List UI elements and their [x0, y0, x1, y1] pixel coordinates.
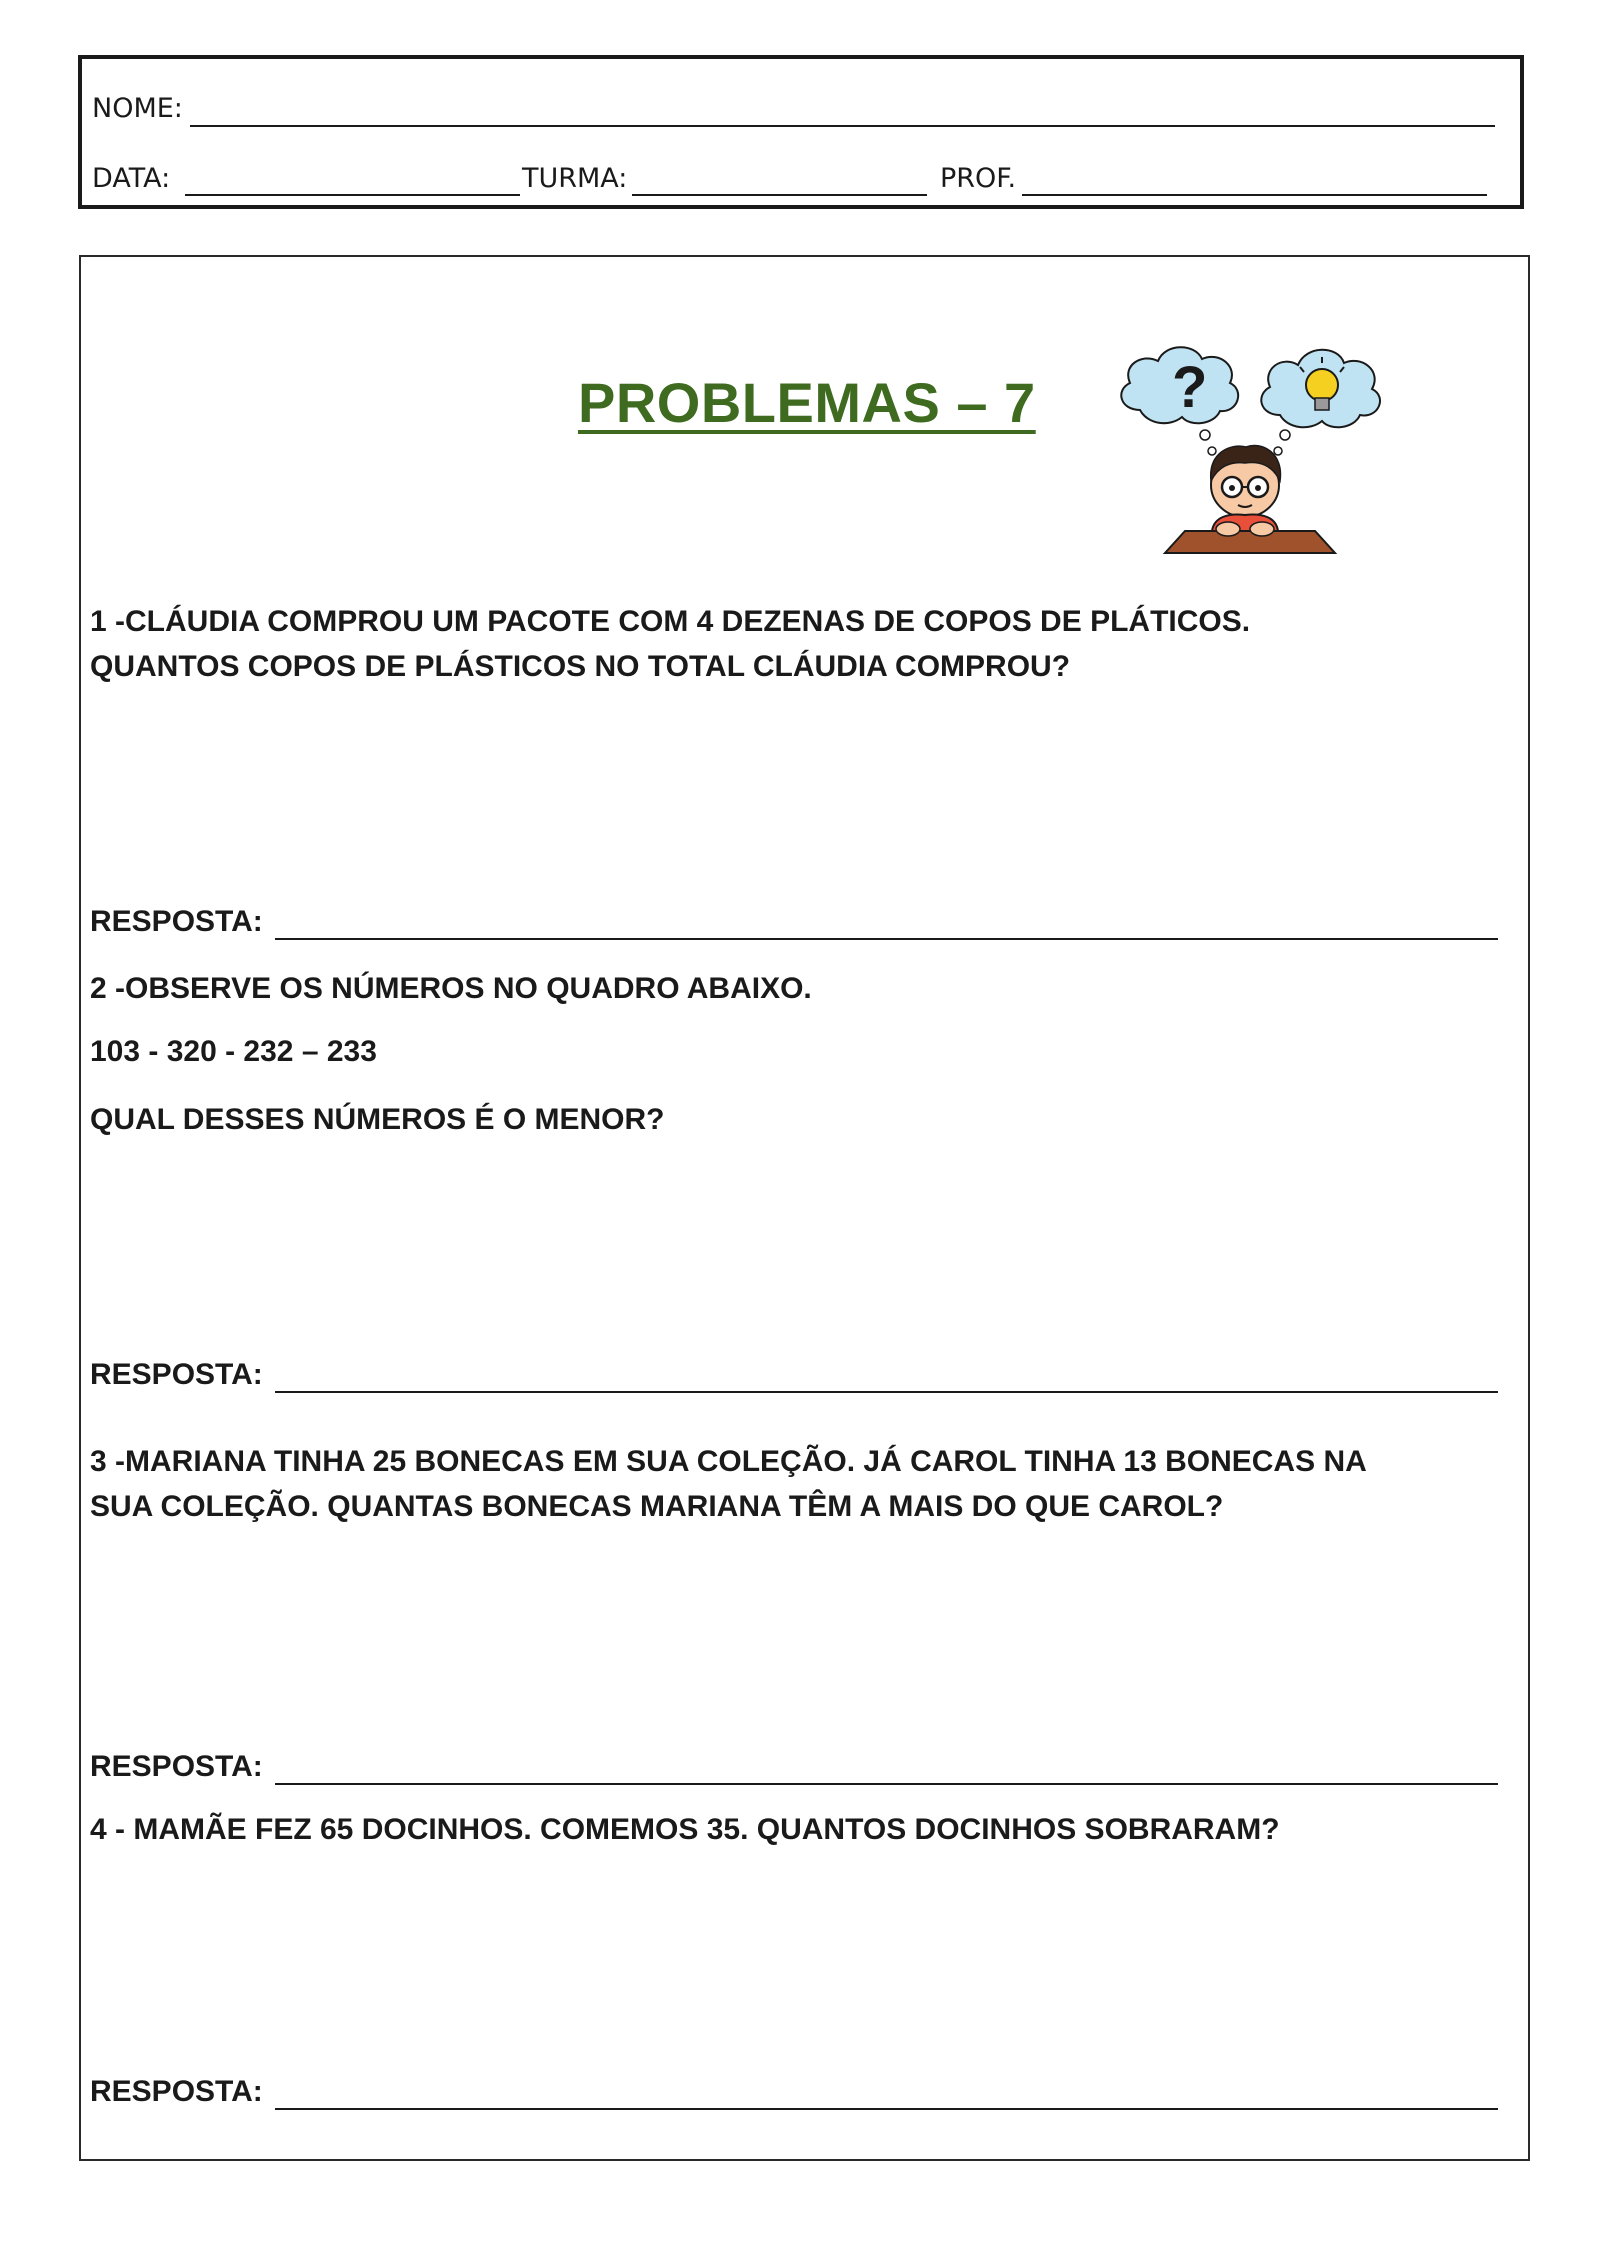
prof-label: PROF.: [940, 163, 1017, 194]
question-2-line-1: 2 -OBSERVE OS NÚMEROS NO QUADRO ABAIXO.: [90, 972, 812, 1005]
question-1-line-1: 1 -CLÁUDIA COMPROU UM PACOTE COM 4 DEZENAS DE COPOS DE PLÁTICOS.: [90, 605, 1251, 638]
data-label: DATA:: [92, 163, 171, 194]
answer-2-field[interactable]: [275, 1391, 1498, 1393]
thinking-boy-illustration: [1110, 335, 1390, 585]
answer-3-field[interactable]: [275, 1783, 1498, 1785]
nome-label: NOME:: [92, 93, 183, 124]
thinking-boy-icon: [1165, 445, 1335, 553]
thought-cloud-lightbulb-icon: [1261, 350, 1380, 428]
answer-4-field[interactable]: [275, 2108, 1498, 2110]
turma-label: TURMA:: [522, 163, 628, 194]
prof-field[interactable]: [1022, 194, 1487, 196]
question-3-line-1: 3 -MARIANA TINHA 25 BONECAS EM SUA COLEÇÃO. JÁ CAROL TINHA 13 BONECAS NA: [90, 1445, 1367, 1478]
page-title: PROBLEMAS – 7: [578, 371, 1036, 434]
question-4-line-1: 4 - MAMÃE FEZ 65 DOCINHOS. COMEMOS 35. QUANTOS DOCINHOS SOBRARAM?: [90, 1813, 1280, 1846]
data-field[interactable]: [185, 194, 520, 196]
answer-4-label: RESPOSTA:: [90, 2075, 263, 2108]
answer-1-field[interactable]: [275, 938, 1498, 940]
answer-2-label: RESPOSTA:: [90, 1358, 263, 1391]
turma-field[interactable]: [632, 194, 927, 196]
answer-3-label: RESPOSTA:: [90, 1750, 263, 1783]
question-1-line-2: QUANTOS COPOS DE PLÁSTICOS NO TOTAL CLÁUDIA COMPROU?: [90, 650, 1071, 683]
thought-cloud-question-icon: [1121, 347, 1238, 423]
student-info-box: [78, 55, 1524, 209]
svg-text:?: ?: [1172, 355, 1208, 420]
nome-field[interactable]: [190, 125, 1495, 127]
question-2-line-2: QUAL DESSES NÚMEROS É O MENOR?: [90, 1103, 665, 1136]
question-3-line-2: SUA COLEÇÃO. QUANTAS BONECAS MARIANA TÊM A MAIS DO QUE CAROL?: [90, 1490, 1224, 1523]
answer-1-label: RESPOSTA:: [90, 905, 263, 938]
question-2-numbers: 103 - 320 - 232 – 233: [90, 1035, 377, 1068]
